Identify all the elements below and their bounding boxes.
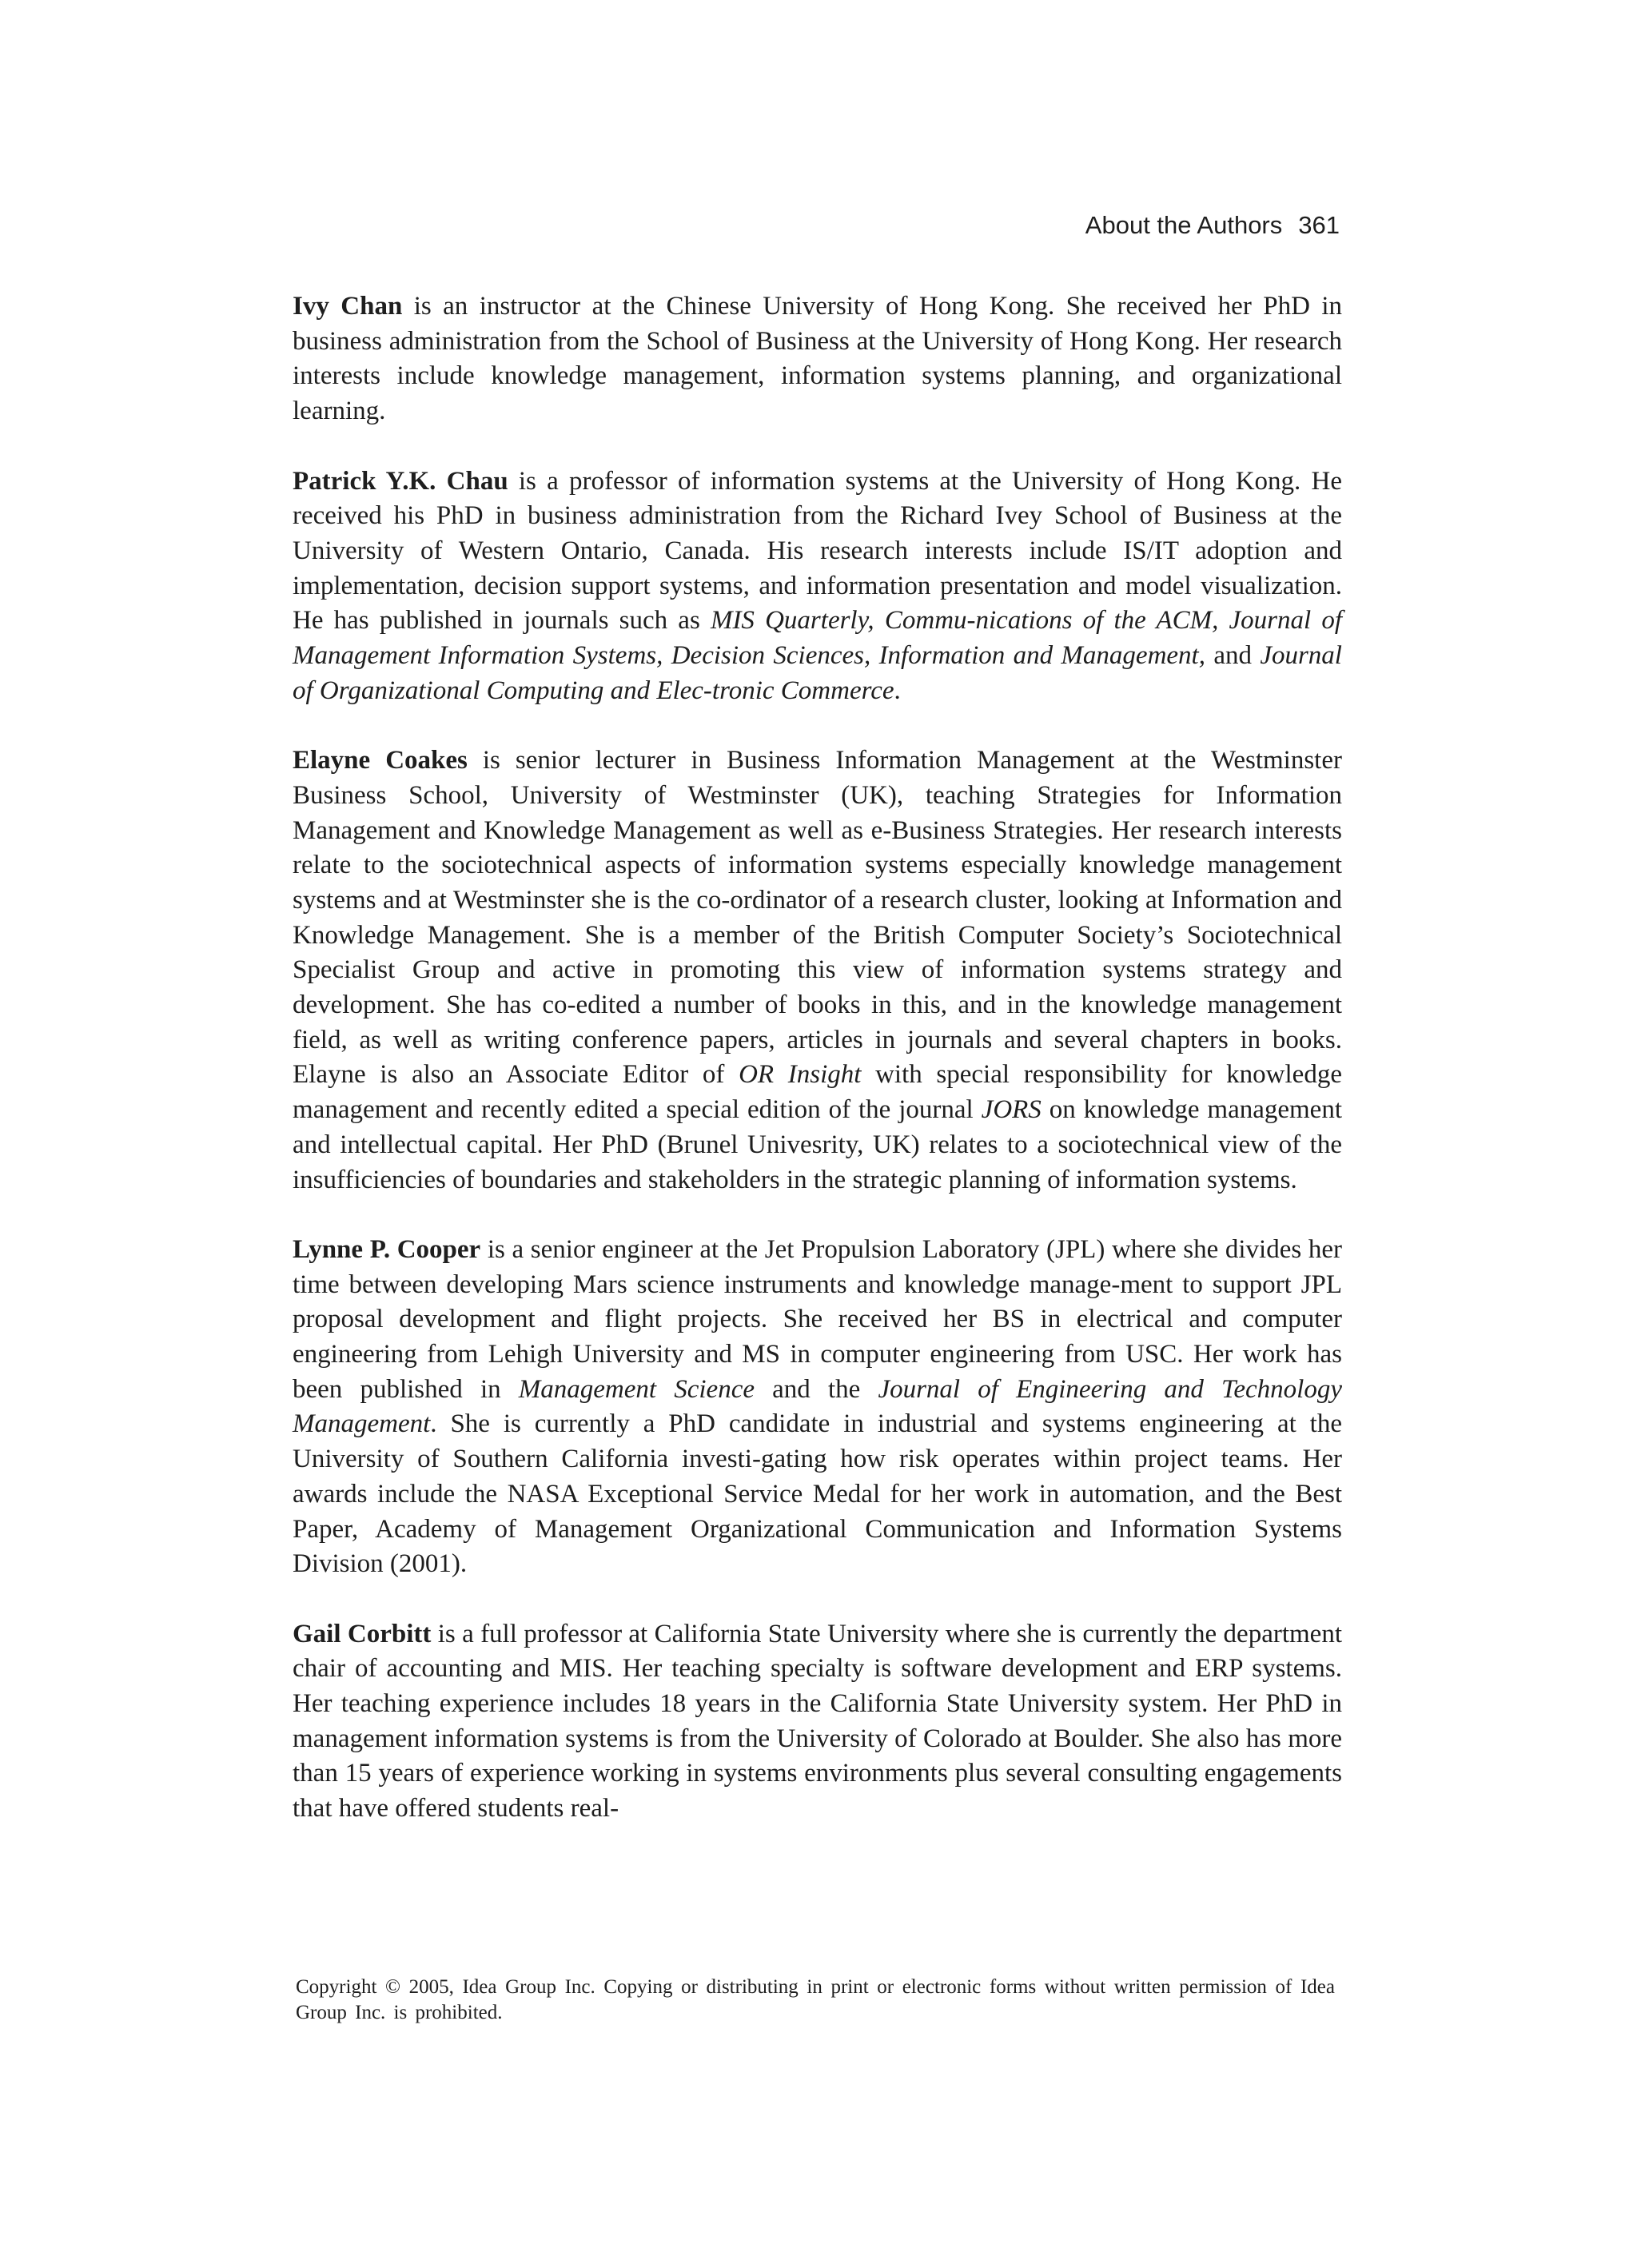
bio-elayne-coakes — [293, 743, 1342, 1198]
bio-text: is a senior engineer at the Jet Propulsion Laboratory (JPL) where she divides her time between developing Mars science instruments and knowledge manage-ment to support JPL proposal development and flight projects. She received her BS in electrical and computer engineering from Lehigh University and MS in computer engineering from USC. Her work has been published in — [293, 1234, 1342, 1404]
bio-text: and — [1205, 641, 1261, 671]
author-name: Gail Corbitt — [293, 1619, 432, 1648]
bio-text: is an instructor at the Chinese University of Hong Kong. She received her PhD in business administration from the School of Business at the University of Hong Kong. Her research interests include knowledge management, information systems planning, and organizational learning. — [293, 292, 1342, 426]
author-name: Lynne P. Cooper — [293, 1234, 481, 1264]
author-name: Ivy Chan — [293, 292, 403, 321]
journal-title: Journal of Engineering and Technology Management — [293, 1374, 1342, 1439]
journal-title: OR Insight — [739, 1060, 862, 1090]
bio-text: is senior lecturer in Business Information Management at the Westminster Business School, University of Westminster (UK), teaching Strategies for Information Management and Knowledge Management as well as e-Business Strategies. Her research interests relate to the sociotechnical aspects of information systems especially knowledge management systems and at Westminster she is the co-ordinator of a research cluster, looking at Information and Knowledge Management. She is a member of the British Computer Society’s Sociotechnical Specialist Group and active in promoting this view of information systems strategy and development. She has co-edited a number of books in this, and in the knowledge management field, as well as writing conference papers, articles in journals and several chapters in books. Elayne is also an Associate Editor of — [293, 746, 1342, 1090]
bio-text: . She is currently a PhD candidate in industrial and systems engineering at the University of Southern California investi-gating how risk operates within project teams. Her awards include the NASA Exceptional Service Medal for her work in automation, and the Best Paper, Academy of Management Organizational Communication and Information Systems Division (2001). — [293, 1409, 1342, 1579]
author-name: Elayne Coakes — [293, 746, 468, 775]
bio-text: and the — [754, 1374, 878, 1404]
journal-titles: MIS Quarterly, Commu-nications of the ACM, Journal of Management Information Systems, Decision Sciences, Information and Management, — [293, 606, 1342, 671]
bio-text: . — [894, 676, 901, 705]
journal-title: Journal of Organizational Computing and Elec-tronic Commerce — [293, 641, 1342, 705]
bio-text: on knowledge management and intellectual capital. Her PhD (Brunel Univesrity, UK) relates to a sociotechnical view of the insufficiencies of boundaries and stakeholders in the strategic planning of information systems. — [293, 1095, 1342, 1194]
bio-text: with special responsibility for knowledge management and recently edited a special edition of the journal — [293, 1060, 1342, 1125]
bio-patrick-chau — [293, 464, 1342, 709]
running-head-title: About the Authors — [1085, 211, 1283, 239]
journal-title: JORS — [981, 1095, 1042, 1125]
bio-text: is a professor of information systems at the University of Hong Kong. He received his PhD in business administration from the Richard Ivey School of Business at the University of Western Ontario, Canada. His research interests include IS/IT adoption and implementation, decision support systems, and information presentation and model visualization. He has published in journals such as — [293, 466, 1342, 636]
bio-gail-corbitt — [293, 1617, 1342, 1827]
copyright-notice: Copyright © 2005, Idea Group Inc. Copying or distributing in print or electronic forms without written permission of Idea Group Inc. is prohibited. — [296, 1976, 1335, 2023]
bio-text: is a full professor at California State University where she is currently the department chair of accounting and MIS. Her teaching specialty is software development and ERP systems. Her teaching experience includes 18 years in the California State University system. Her PhD in management information systems is from the University of Colorado at Boulder. She also has more than 15 years of experience working in systems environments plus several consulting engagements that have offered students real- — [293, 1619, 1342, 1824]
bio-ivy-chan — [293, 289, 1342, 429]
running-head — [1085, 209, 1340, 241]
bio-lynne-cooper — [293, 1233, 1342, 1582]
author-bios — [293, 289, 1342, 1862]
journal-title: Management Science — [518, 1374, 755, 1404]
author-name: Patrick Y.K. Chau — [293, 466, 508, 496]
page-number: 361 — [1298, 211, 1340, 239]
